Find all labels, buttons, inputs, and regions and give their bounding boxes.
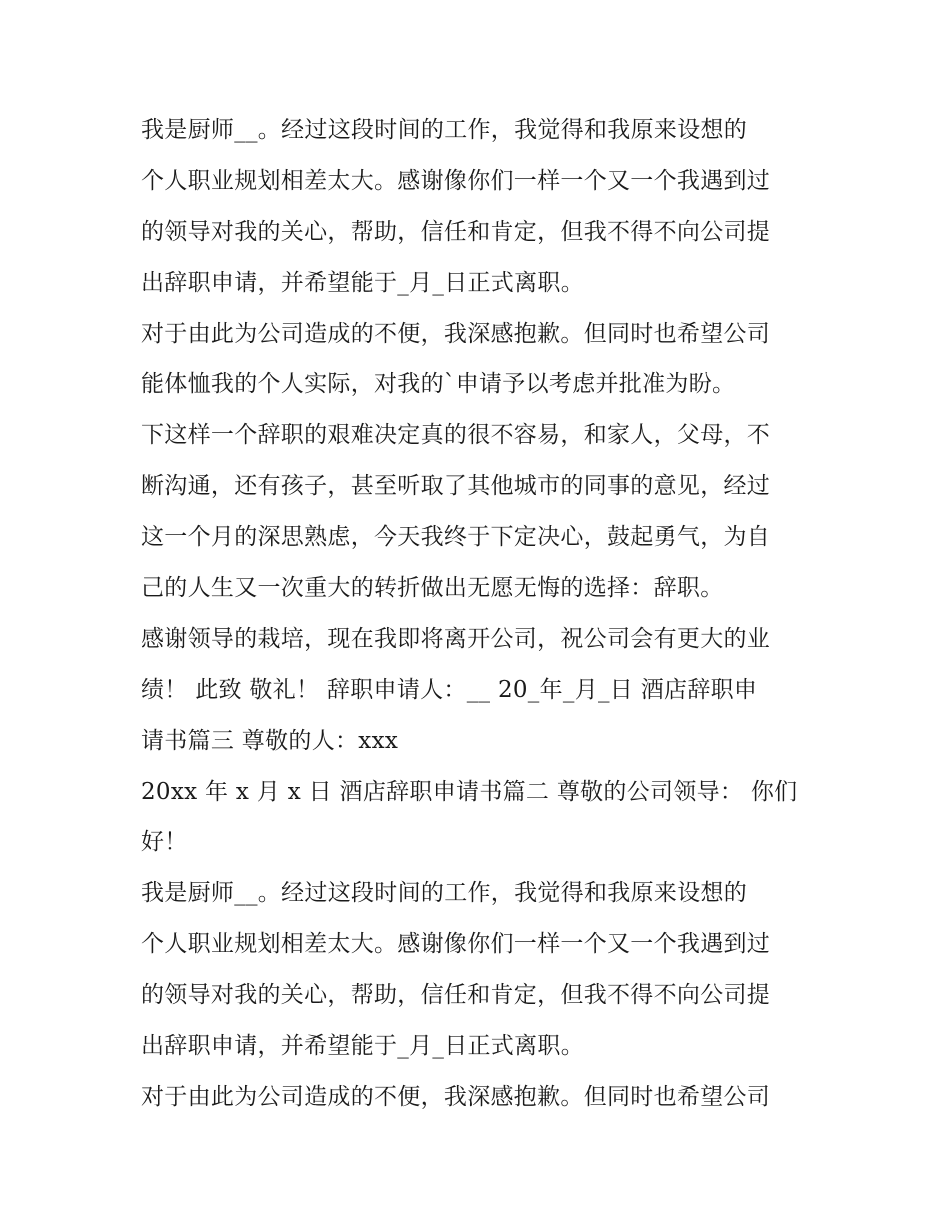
text-line: 出辞职申请，并希望能于_月_日正式离职。 (141, 1033, 584, 1060)
text-line: 出辞职申请，并希望能于_月_日正式离职。 (141, 269, 584, 296)
text-line: 好！ (141, 829, 188, 856)
text-line: 对于由此为公司造成的不便，我深感抱歉。但同时也希望公司 (141, 1083, 771, 1110)
text-line: 绩！ 此致 敬礼！ 辞职申请人：__ 20_年_月_日 酒店辞职申 (141, 676, 758, 703)
text-line: 的领导对我的关心，帮助，信任和肯定，但我不得不向公司提 (141, 218, 771, 245)
text-line: 对于由此为公司造成的不便，我深感抱歉。但同时也希望公司 (141, 320, 771, 347)
text-line: 断沟通，还有孩子，甚至听取了其他城市的同事的意见，经过 (141, 473, 771, 500)
document-body (141, 105, 821, 1123)
text-line: 我是厨师__。经过这段时间的工作，我觉得和我原来设想的 (141, 880, 748, 907)
text-line: 己的人生又一次重大的转折做出无愿无悔的选择：辞职。 (141, 575, 724, 602)
text-line: 我是厨师__。经过这段时间的工作，我觉得和我原来设想的 (141, 117, 748, 143)
text-line: 下这样一个辞职的艰难决定真的很不容易，和家人，父母，不 (141, 422, 771, 449)
text-line: 个人职业规划相差太大。感谢像你们一样一个又一个我遇到过 (141, 167, 771, 194)
text-line: 20xx 年 x 月 x 日 酒店辞职申请书篇二 尊敬的公司领导： 你们 (141, 778, 798, 805)
text-line: 个人职业规划相差太大。感谢像你们一样一个又一个我遇到过 (141, 931, 771, 958)
text-line: 这一个月的深思熟虑，今天我终于下定决心，鼓起勇气，为自 (141, 524, 771, 551)
text-line: 的领导对我的关心，帮助，信任和肯定，但我不得不向公司提 (141, 982, 771, 1009)
text-line: 感谢领导的栽培，现在我即将离开公司，祝公司会有更大的业 (141, 625, 771, 652)
text-line: 请书篇三 尊敬的人：xxx (141, 727, 399, 754)
text-line: 能体恤我的个人实际，对我的`申请予以考虑并批准为盼。 (141, 371, 736, 398)
